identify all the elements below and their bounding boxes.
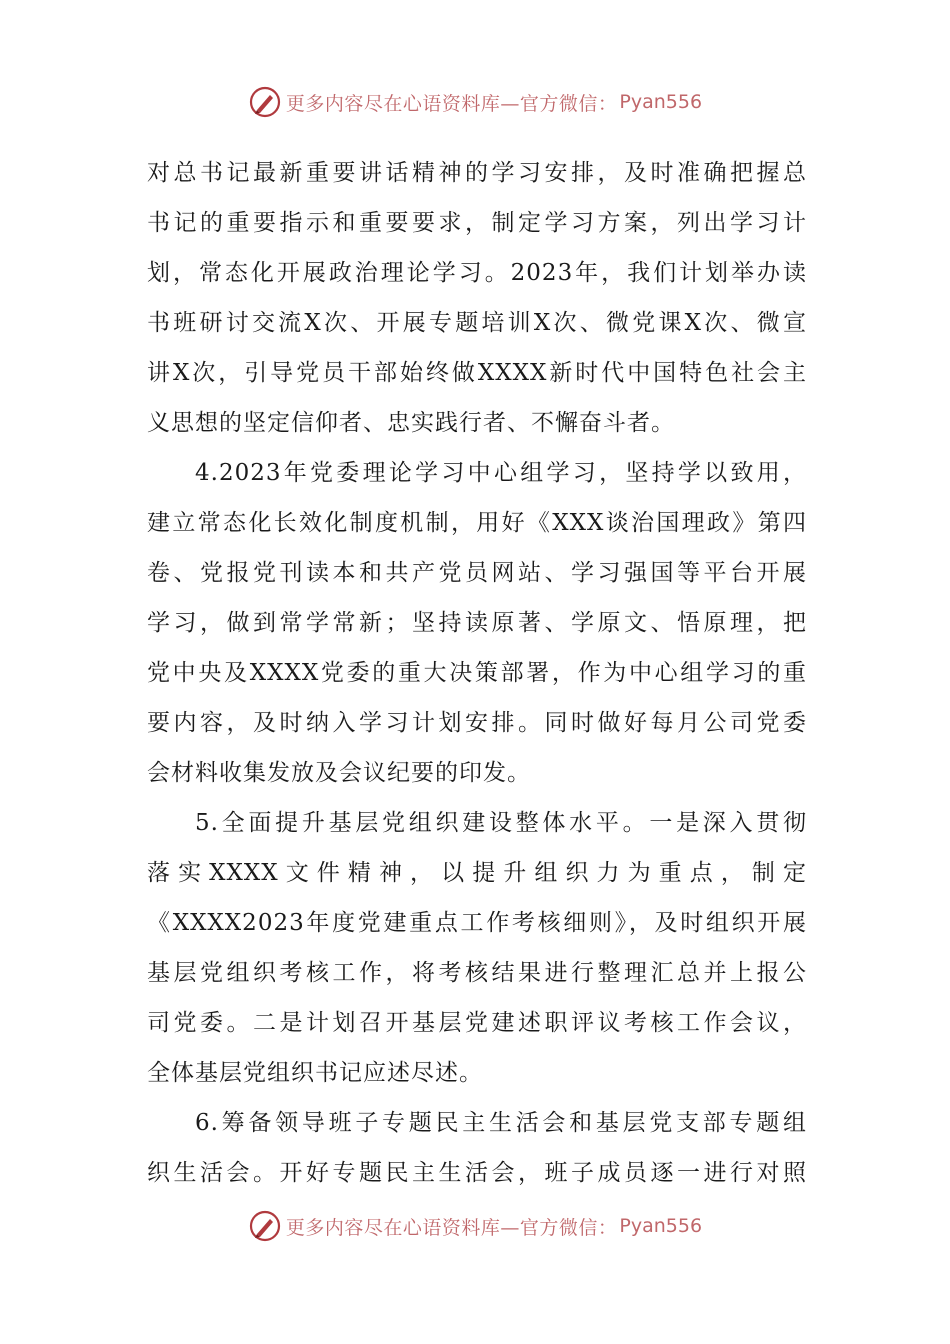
text-line: 6.筹备领导班子专题民主生活会和基层党支部专题组 <box>195 1110 807 1136</box>
watermark-wechat-id: Pyan556 <box>619 1215 703 1237</box>
text-line: 卷、党报党刊读本和共产党员网站、学习强国等平台开展 <box>147 560 807 586</box>
text-line: 建立常态化长效化制度机制，用好《XXX谈治国理政》第四 <box>147 510 807 536</box>
text-line: 基层党组织考核工作，将考核结果进行整理汇总并上报公 <box>147 960 807 986</box>
text-line: 义思想的坚定信仰者、忠实践行者、不懈奋斗者。 <box>147 410 675 436</box>
text-line: 要内容，及时纳入学习计划安排。同时做好每月公司党委 <box>147 710 807 736</box>
text-line: 织生活会。开好专题民主生活会，班子成员逐一进行对照 <box>147 1160 807 1186</box>
text-line: 书班研讨交流X次、开展专题培训X次、微党课X次、微宣 <box>147 310 807 336</box>
document-body <box>147 148 807 1198</box>
text-line: 会材料收集发放及会议纪要的印发。 <box>147 760 531 786</box>
text-line: 全体基层党组织书记应述尽述。 <box>147 1060 483 1086</box>
text-line: 5.全面提升基层党组织建设整体水平。一是深入贯彻 <box>195 810 807 836</box>
text-line: 学习，做到常学常新；坚持读原著、学原文、悟原理，把 <box>147 610 807 636</box>
pen-logo-icon <box>248 85 282 119</box>
footer-watermark <box>0 1206 950 1246</box>
text-line: 落实XXXX文件精神，以提升组织力为重点，制定 <box>147 860 807 886</box>
watermark-wechat-id: Pyan556 <box>619 91 703 113</box>
text-line: 讲X次，引导党员干部始终做XXXX新时代中国特色社会主 <box>147 360 807 386</box>
text-line: 司党委。二是计划召开基层党建述职评议考核工作会议， <box>147 1010 807 1036</box>
watermark-text: 更多内容尽在心语资料库—官方微信： <box>285 1216 618 1239</box>
text-line: 划，常态化开展政治理论学习。2023年，我们计划举办读 <box>147 260 807 286</box>
text-line: 《XXXX2023年度党建重点工作考核细则》，及时组织开展 <box>147 910 807 936</box>
watermark-text: 更多内容尽在心语资料库—官方微信： <box>285 92 618 115</box>
text-line: 党中央及XXXX党委的重大决策部署，作为中心组学习的重 <box>147 660 807 686</box>
text-line: 书记的重要指示和重要要求，制定学习方案，列出学习计 <box>147 210 807 236</box>
text-line: 对总书记最新重要讲话精神的学习安排，及时准确把握总 <box>147 160 807 186</box>
text-line: 4.2023年党委理论学习中心组学习，坚持学以致用， <box>195 460 807 486</box>
header-watermark <box>0 82 950 122</box>
pen-logo-icon <box>248 1209 282 1243</box>
